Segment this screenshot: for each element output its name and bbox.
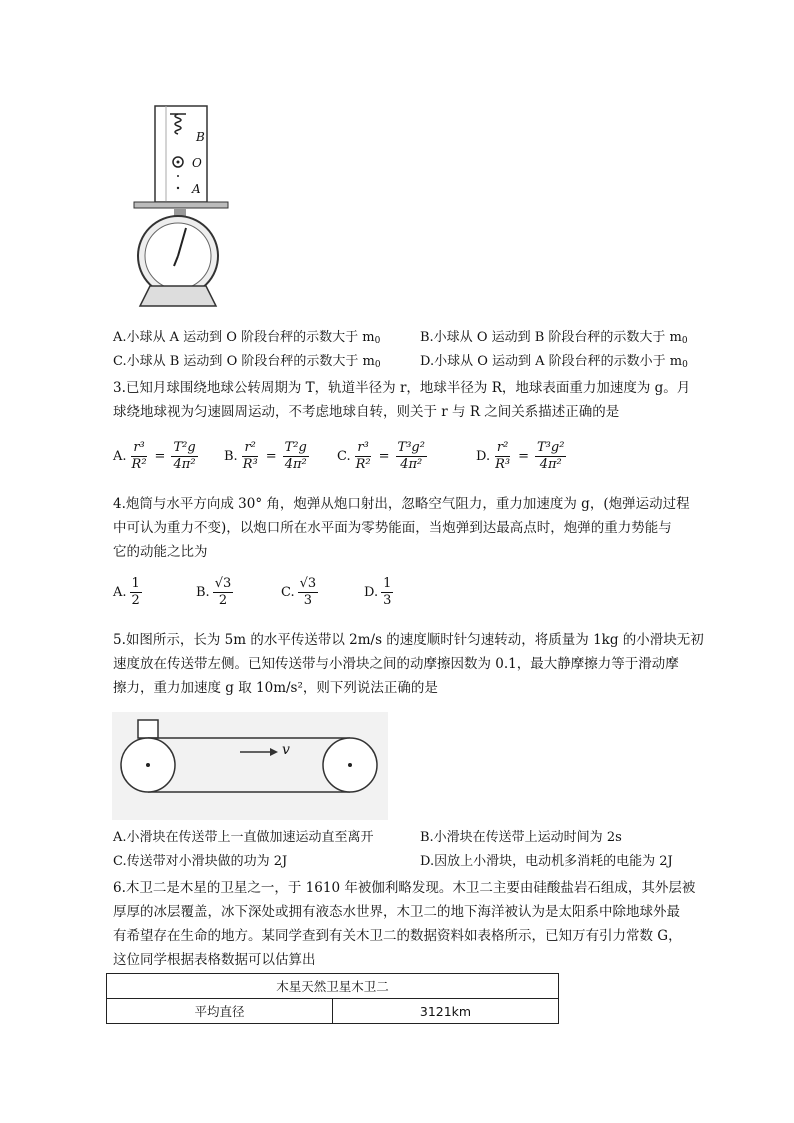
q2-option-d: D.小球从 O 运动到 A 阶段台秤的示数小于 $m_0$ [420, 354, 688, 370]
q3-option-d: D. $\frac{\text{r²}}{\text{R³}}$ = $\frac{\text{T³g²}}{\text{4π²}}$ [476, 440, 565, 472]
q3-text-line2: 球绕地球视为匀速圆周运动，不考虑地球自转，则关于 r 与 R 之间关系描述正确的是 [113, 404, 620, 420]
fig1-label-b: B [196, 130, 205, 144]
q6-text-line4: 这位同学根据表格数据可以估算出 [113, 952, 316, 968]
q5-text-line3: 擦力，重力加速度 g 取 10m/s²，则下列说法正确的是 [113, 680, 438, 696]
q4-option-c: C. $\frac{√3}{3}$ [281, 576, 317, 608]
q3-option-b: B. $\frac{\text{r²}}{\text{R³}}$ = $\frac{\text{T²g}}{\text{4π²}}$ [224, 440, 307, 472]
q3-option-c: C. $\frac{\text{r³}}{\text{R²}}$ = $\frac{\text{T³g²}}{\text{4π²}}$ [337, 440, 425, 472]
q4-text-line2: 中可认为重力不变)，以炮口所在水平面为零势能面，当炮弹到达最高点时，炮弹的重力势能与 [113, 520, 672, 536]
table-cell-value: 3121km [333, 999, 559, 1024]
q2-option-b: B.小球从 O 运动到 B 阶段台秤的示数大于 $m_0$ [420, 330, 688, 346]
q5-option-d: D.因放上小滑块，电动机多消耗的电能为 2J [420, 854, 673, 869]
q5-option-c: C.传送带对小滑块做的功为 2J [113, 854, 288, 869]
q4-text-line1: 4.炮筒与水平方向成 30° 角，炮弹从炮口射出，忽略空气阻力，重力加速度为 g，(炮弹运动过程 [113, 496, 690, 512]
q4-option-a: A. $\frac{1}{2}$ [113, 576, 140, 608]
conveyor-belt-figure [112, 712, 388, 820]
q6-text-line2: 厚厚的冰层覆盖，冰下深处或拥有液态水世界，木卫二的地下海洋被认为是太阳系中除地球外最 [113, 904, 680, 920]
q3-text-line1: 3.已知月球围绕地球公转周期为 T，轨道半径为 r，地球半径为 R，地球表面重力加速度为 g。月 [113, 380, 691, 396]
table-cell-name: 平均直径 [107, 999, 333, 1024]
table-row [107, 999, 559, 1024]
table-title-row [107, 974, 559, 999]
belt-velocity-label: v [282, 742, 290, 758]
q2-option-a: A.小球从 A 运动到 O 阶段台秤的示数大于 $m_0$ [113, 330, 381, 346]
q3-option-a: A. $\frac{\text{r³}}{\text{R²}}$ = $\frac{\text{T²g}}{\text{4π²}}$ [113, 440, 196, 472]
fig1-label-o: O [192, 156, 202, 170]
q6-text-line3: 有希望存在生命的地方。某同学查到有关木卫二的数据资料如表格所示，已知万有引力常数 G， [113, 928, 682, 944]
q5-text-line1: 5.如图所示，长为 5m 的水平传送带以 2m/s 的速度顺时针匀速转动，将质量为 1kg 的小滑块无初 [113, 632, 704, 648]
q4-text-line3: 它的动能之比为 [113, 544, 208, 560]
europa-data-table [106, 973, 559, 1024]
q6-text-line1: 6.木卫二是木星的卫星之一，于 1610 年被伽利略发现。木卫二主要由硅酸盐岩石组成，其外层被 [113, 880, 696, 896]
q5-text-line2: 速度放在传送带左侧。已知传送带与小滑块之间的动摩擦因数为 0.1，最大静摩擦力等于滑动摩 [113, 656, 679, 672]
scale-figure [130, 100, 240, 312]
q5-option-b: B.小滑块在传送带上运动时间为 2s [420, 830, 622, 845]
fig1-label-a: A [192, 182, 201, 196]
q2-option-c: C.小球从 B 运动到 O 阶段台秤的示数大于 $m_0$ [113, 354, 381, 370]
q4-option-b: B. $\frac{√3}{2}$ [196, 576, 232, 608]
table-title: 木星天然卫星木卫二 [107, 974, 559, 999]
q4-option-d: D. $\frac{1}{3}$ [364, 576, 392, 608]
q5-option-a: A.小滑块在传送带上一直做加速运动直至离开 [113, 830, 374, 845]
